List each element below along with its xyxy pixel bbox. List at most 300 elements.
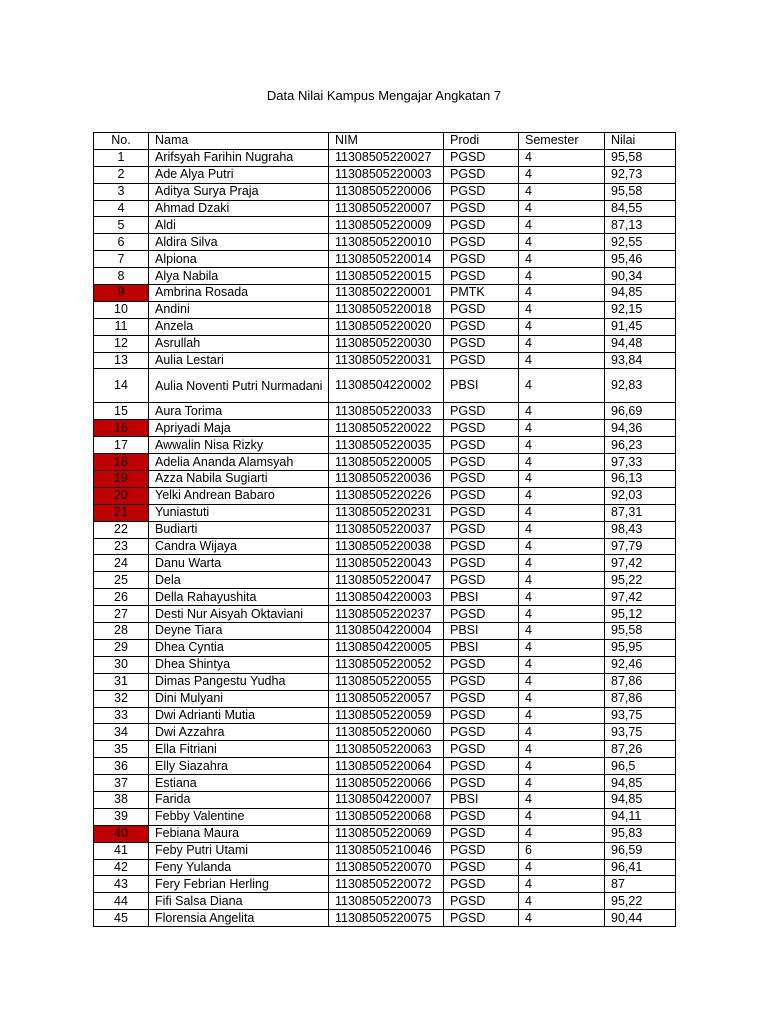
cell-nama: Aldira Silva <box>149 234 329 251</box>
cell-nim: 11308505220047 <box>329 572 444 589</box>
cell-prodi: PGSD <box>444 859 519 876</box>
cell-nilai: 95,58 <box>605 183 676 200</box>
cell-prodi: PGSD <box>444 606 519 623</box>
cell-no: 9 <box>94 285 149 302</box>
header-nim: NIM <box>329 133 444 150</box>
cell-prodi: PGSD <box>444 690 519 707</box>
cell-no: 14 <box>94 369 149 403</box>
table-row <box>94 589 676 606</box>
cell-nama: Danu Warta <box>149 555 329 572</box>
cell-semester: 4 <box>519 454 605 471</box>
cell-no: 32 <box>94 690 149 707</box>
cell-semester: 6 <box>519 842 605 859</box>
cell-semester: 4 <box>519 437 605 454</box>
cell-nama: Dela <box>149 572 329 589</box>
cell-nim: 11308505220033 <box>329 403 444 420</box>
cell-no: 43 <box>94 876 149 893</box>
cell-prodi: PGSD <box>444 572 519 589</box>
cell-prodi: PGSD <box>444 454 519 471</box>
cell-no: 45 <box>94 910 149 927</box>
cell-prodi: PGSD <box>444 420 519 437</box>
cell-prodi: PGSD <box>444 403 519 420</box>
cell-prodi: PGSD <box>444 149 519 166</box>
table-row <box>94 487 676 504</box>
cell-nilai: 94,85 <box>605 285 676 302</box>
cell-prodi: PGSD <box>444 318 519 335</box>
cell-prodi: PMTK <box>444 285 519 302</box>
cell-nim: 11308505220038 <box>329 538 444 555</box>
cell-semester: 4 <box>519 369 605 403</box>
cell-prodi: PGSD <box>444 893 519 910</box>
cell-prodi: PBSI <box>444 369 519 403</box>
cell-semester: 4 <box>519 504 605 521</box>
cell-nilai: 95,58 <box>605 623 676 640</box>
cell-semester: 4 <box>519 268 605 285</box>
cell-no: 34 <box>94 724 149 741</box>
cell-nilai: 97,42 <box>605 589 676 606</box>
cell-nama: Farida <box>149 791 329 808</box>
cell-nilai: 92,46 <box>605 656 676 673</box>
cell-nilai: 92,73 <box>605 166 676 183</box>
cell-nama: Aura Torima <box>149 403 329 420</box>
cell-no: 6 <box>94 234 149 251</box>
table-row <box>94 876 676 893</box>
cell-nilai: 93,75 <box>605 707 676 724</box>
cell-semester: 4 <box>519 335 605 352</box>
cell-nim: 11308505220064 <box>329 758 444 775</box>
table-row <box>94 842 676 859</box>
cell-prodi: PGSD <box>444 234 519 251</box>
table-row <box>94 910 676 927</box>
cell-semester: 4 <box>519 656 605 673</box>
cell-semester: 4 <box>519 572 605 589</box>
cell-no: 40 <box>94 825 149 842</box>
cell-no: 20 <box>94 487 149 504</box>
cell-no: 24 <box>94 555 149 572</box>
cell-nama: Dhea Shintya <box>149 656 329 673</box>
cell-nama: Feby Putri Utami <box>149 842 329 859</box>
cell-nama: Anzela <box>149 318 329 335</box>
cell-semester: 4 <box>519 825 605 842</box>
page-title: Data Nilai Kampus Mengajar Angkatan 7 <box>266 88 502 103</box>
cell-prodi: PGSD <box>444 301 519 318</box>
cell-nama: Yuniastuti <box>149 504 329 521</box>
cell-semester: 4 <box>519 791 605 808</box>
cell-no: 17 <box>94 437 149 454</box>
cell-nilai: 91,45 <box>605 318 676 335</box>
cell-nama: Andini <box>149 301 329 318</box>
cell-nim: 11308505220010 <box>329 234 444 251</box>
cell-nama: Fifi Salsa Diana <box>149 893 329 910</box>
cell-semester: 4 <box>519 623 605 640</box>
cell-nama: Ambrina Rosada <box>149 285 329 302</box>
cell-semester: 4 <box>519 673 605 690</box>
cell-prodi: PGSD <box>444 200 519 217</box>
cell-nilai: 90,34 <box>605 268 676 285</box>
table-row <box>94 369 676 403</box>
cell-prodi: PGSD <box>444 166 519 183</box>
cell-prodi: PGSD <box>444 707 519 724</box>
cell-semester: 4 <box>519 149 605 166</box>
cell-nim: 11308505220055 <box>329 673 444 690</box>
cell-semester: 4 <box>519 724 605 741</box>
cell-nim: 11308505210046 <box>329 842 444 859</box>
grades-table <box>93 132 676 927</box>
table-row <box>94 606 676 623</box>
header-prodi: Prodi <box>444 133 519 150</box>
cell-no: 18 <box>94 454 149 471</box>
cell-nim: 11308505220037 <box>329 521 444 538</box>
table-row <box>94 555 676 572</box>
cell-no: 15 <box>94 403 149 420</box>
cell-nim: 11308504220005 <box>329 639 444 656</box>
table-row <box>94 741 676 758</box>
table-row <box>94 690 676 707</box>
cell-no: 31 <box>94 673 149 690</box>
cell-nama: Apriyadi Maja <box>149 420 329 437</box>
table-row <box>94 656 676 673</box>
cell-nim: 11308504220002 <box>329 369 444 403</box>
header-no: No. <box>94 133 149 150</box>
cell-prodi: PGSD <box>444 521 519 538</box>
cell-nim: 11308505220009 <box>329 217 444 234</box>
cell-nilai: 92,55 <box>605 234 676 251</box>
cell-no: 25 <box>94 572 149 589</box>
cell-nim: 11308505220226 <box>329 487 444 504</box>
cell-no: 27 <box>94 606 149 623</box>
cell-nim: 11308505220072 <box>329 876 444 893</box>
cell-nama: Aldi <box>149 217 329 234</box>
cell-prodi: PGSD <box>444 808 519 825</box>
cell-no: 23 <box>94 538 149 555</box>
table-row <box>94 538 676 555</box>
table-row <box>94 758 676 775</box>
cell-no: 37 <box>94 775 149 792</box>
cell-nim: 11308505220005 <box>329 454 444 471</box>
cell-nim: 11308505220015 <box>329 268 444 285</box>
cell-nama: Dhea Cyntia <box>149 639 329 656</box>
cell-nim: 11308505220036 <box>329 471 444 488</box>
table-row <box>94 318 676 335</box>
cell-nilai: 92,15 <box>605 301 676 318</box>
cell-semester: 4 <box>519 352 605 369</box>
table-header-row <box>94 133 676 150</box>
cell-nilai: 96,69 <box>605 403 676 420</box>
cell-nilai: 95,83 <box>605 825 676 842</box>
table-row <box>94 251 676 268</box>
cell-nama: Alpiona <box>149 251 329 268</box>
cell-nilai: 87,86 <box>605 690 676 707</box>
cell-semester: 4 <box>519 893 605 910</box>
cell-semester: 4 <box>519 217 605 234</box>
cell-semester: 4 <box>519 859 605 876</box>
cell-prodi: PGSD <box>444 437 519 454</box>
cell-nilai: 92,83 <box>605 369 676 403</box>
cell-nilai: 94,85 <box>605 775 676 792</box>
cell-nilai: 96,5 <box>605 758 676 775</box>
cell-prodi: PGSD <box>444 656 519 673</box>
cell-prodi: PGSD <box>444 183 519 200</box>
cell-nim: 11308504220007 <box>329 791 444 808</box>
cell-prodi: PGSD <box>444 268 519 285</box>
cell-nama: Ella Fitriani <box>149 741 329 758</box>
cell-prodi: PGSD <box>444 673 519 690</box>
cell-semester: 4 <box>519 420 605 437</box>
cell-semester: 4 <box>519 639 605 656</box>
cell-nama: Aulia Lestari <box>149 352 329 369</box>
cell-prodi: PGSD <box>444 504 519 521</box>
table-row <box>94 521 676 538</box>
cell-nilai: 98,43 <box>605 521 676 538</box>
cell-semester: 4 <box>519 876 605 893</box>
cell-nama: Alya Nabila <box>149 268 329 285</box>
cell-nim: 11308505220020 <box>329 318 444 335</box>
cell-no: 36 <box>94 758 149 775</box>
cell-semester: 4 <box>519 200 605 217</box>
cell-semester: 4 <box>519 707 605 724</box>
table-row <box>94 234 676 251</box>
table-row <box>94 893 676 910</box>
cell-nama: Febiana Maura <box>149 825 329 842</box>
cell-nim: 11308505220060 <box>329 724 444 741</box>
cell-nim: 11308505220043 <box>329 555 444 572</box>
cell-nilai: 93,75 <box>605 724 676 741</box>
table-row <box>94 403 676 420</box>
cell-semester: 4 <box>519 555 605 572</box>
cell-nim: 11308505220066 <box>329 775 444 792</box>
cell-semester: 4 <box>519 285 605 302</box>
cell-prodi: PGSD <box>444 724 519 741</box>
cell-prodi: PGSD <box>444 555 519 572</box>
cell-nama: Budiarti <box>149 521 329 538</box>
cell-no: 41 <box>94 842 149 859</box>
cell-nilai: 96,59 <box>605 842 676 859</box>
cell-nama: Dwi Adrianti Mutia <box>149 707 329 724</box>
header-semester: Semester <box>519 133 605 150</box>
cell-semester: 4 <box>519 589 605 606</box>
cell-no: 33 <box>94 707 149 724</box>
cell-prodi: PBSI <box>444 623 519 640</box>
cell-no: 44 <box>94 893 149 910</box>
cell-semester: 4 <box>519 471 605 488</box>
cell-nim: 11308505220022 <box>329 420 444 437</box>
cell-nama: Ahmad Dzaki <box>149 200 329 217</box>
cell-nim: 11308505220052 <box>329 656 444 673</box>
cell-nim: 11308504220003 <box>329 589 444 606</box>
cell-nama: Yelki Andrean Babaro <box>149 487 329 504</box>
table-row <box>94 352 676 369</box>
cell-nim: 11308504220004 <box>329 623 444 640</box>
cell-no: 7 <box>94 251 149 268</box>
cell-nim: 11308505220030 <box>329 335 444 352</box>
cell-no: 1 <box>94 149 149 166</box>
cell-nim: 11308505220069 <box>329 825 444 842</box>
cell-nama: Febby Valentine <box>149 808 329 825</box>
table-row <box>94 639 676 656</box>
table-row <box>94 183 676 200</box>
cell-no: 12 <box>94 335 149 352</box>
cell-prodi: PGSD <box>444 217 519 234</box>
cell-nim: 11308505220031 <box>329 352 444 369</box>
table-row <box>94 775 676 792</box>
cell-prodi: PGSD <box>444 842 519 859</box>
cell-nama: Aditya Surya Praja <box>149 183 329 200</box>
table-row <box>94 825 676 842</box>
cell-nim: 11308505220075 <box>329 910 444 927</box>
cell-nim: 11308505220068 <box>329 808 444 825</box>
cell-nilai: 95,46 <box>605 251 676 268</box>
cell-prodi: PBSI <box>444 791 519 808</box>
cell-no: 3 <box>94 183 149 200</box>
cell-nim: 11308505220073 <box>329 893 444 910</box>
cell-no: 35 <box>94 741 149 758</box>
cell-no: 22 <box>94 521 149 538</box>
cell-nama: Adelia Ananda Alamsyah <box>149 454 329 471</box>
cell-semester: 4 <box>519 301 605 318</box>
cell-nilai: 97,79 <box>605 538 676 555</box>
table-row <box>94 268 676 285</box>
cell-nilai: 95,95 <box>605 639 676 656</box>
table-row <box>94 724 676 741</box>
cell-nilai: 84,55 <box>605 200 676 217</box>
cell-semester: 4 <box>519 741 605 758</box>
cell-nilai: 95,12 <box>605 606 676 623</box>
cell-semester: 4 <box>519 606 605 623</box>
cell-nilai: 87,26 <box>605 741 676 758</box>
cell-nama: Dimas Pangestu Yudha <box>149 673 329 690</box>
table-row <box>94 707 676 724</box>
cell-no: 8 <box>94 268 149 285</box>
cell-semester: 4 <box>519 690 605 707</box>
table-row <box>94 301 676 318</box>
cell-semester: 4 <box>519 403 605 420</box>
table-row <box>94 572 676 589</box>
cell-prodi: PGSD <box>444 538 519 555</box>
cell-prodi: PBSI <box>444 639 519 656</box>
cell-nilai: 95,58 <box>605 149 676 166</box>
cell-nilai: 96,23 <box>605 437 676 454</box>
cell-no: 21 <box>94 504 149 521</box>
table-row <box>94 623 676 640</box>
cell-nilai: 94,85 <box>605 791 676 808</box>
cell-no: 10 <box>94 301 149 318</box>
cell-semester: 4 <box>519 318 605 335</box>
table-row <box>94 808 676 825</box>
cell-nim: 11308505220063 <box>329 741 444 758</box>
cell-nama: Dini Mulyani <box>149 690 329 707</box>
cell-nilai: 92,03 <box>605 487 676 504</box>
cell-nilai: 96,13 <box>605 471 676 488</box>
table-row <box>94 673 676 690</box>
cell-nim: 11308505220018 <box>329 301 444 318</box>
cell-nim: 11308505220035 <box>329 437 444 454</box>
table-row <box>94 200 676 217</box>
cell-nama: Feny Yulanda <box>149 859 329 876</box>
cell-semester: 4 <box>519 166 605 183</box>
cell-nama: Elly Siazahra <box>149 758 329 775</box>
cell-nilai: 94,48 <box>605 335 676 352</box>
cell-prodi: PGSD <box>444 487 519 504</box>
cell-semester: 4 <box>519 183 605 200</box>
cell-nim: 11308505220027 <box>329 149 444 166</box>
cell-no: 2 <box>94 166 149 183</box>
cell-nilai: 97,42 <box>605 555 676 572</box>
cell-nim: 11308505220057 <box>329 690 444 707</box>
cell-no: 11 <box>94 318 149 335</box>
table-row <box>94 335 676 352</box>
cell-prodi: PGSD <box>444 471 519 488</box>
cell-prodi: PGSD <box>444 352 519 369</box>
cell-no: 28 <box>94 623 149 640</box>
cell-nama: Aulia Noventi Putri Nurmadani <box>149 369 329 403</box>
cell-nama: Deyne Tiara <box>149 623 329 640</box>
table-row <box>94 437 676 454</box>
cell-nama: Candra Wijaya <box>149 538 329 555</box>
cell-nilai: 95,22 <box>605 893 676 910</box>
cell-nilai: 94,11 <box>605 808 676 825</box>
cell-prodi: PGSD <box>444 741 519 758</box>
cell-nilai: 94,36 <box>605 420 676 437</box>
cell-nama: Arifsyah Farihin Nugraha <box>149 149 329 166</box>
table-row <box>94 217 676 234</box>
cell-nim: 11308505220231 <box>329 504 444 521</box>
cell-semester: 4 <box>519 775 605 792</box>
cell-nama: Ade Alya Putri <box>149 166 329 183</box>
table-row <box>94 791 676 808</box>
cell-nim: 11308505220007 <box>329 200 444 217</box>
table-row <box>94 420 676 437</box>
cell-nilai: 93,84 <box>605 352 676 369</box>
cell-no: 30 <box>94 656 149 673</box>
cell-prodi: PGSD <box>444 876 519 893</box>
cell-no: 19 <box>94 471 149 488</box>
cell-prodi: PGSD <box>444 775 519 792</box>
table-row <box>94 859 676 876</box>
cell-semester: 4 <box>519 538 605 555</box>
cell-nim: 11308505220003 <box>329 166 444 183</box>
table-row <box>94 149 676 166</box>
table-row <box>94 471 676 488</box>
cell-no: 5 <box>94 217 149 234</box>
cell-prodi: PGSD <box>444 335 519 352</box>
cell-prodi: PGSD <box>444 910 519 927</box>
header-nilai: Nilai <box>605 133 676 150</box>
cell-nama: Azza Nabila Sugiarti <box>149 471 329 488</box>
cell-nilai: 87,86 <box>605 673 676 690</box>
cell-nama: Della Rahayushita <box>149 589 329 606</box>
cell-nim: 11308505220070 <box>329 859 444 876</box>
cell-no: 16 <box>94 420 149 437</box>
cell-semester: 4 <box>519 521 605 538</box>
header-nama: Nama <box>149 133 329 150</box>
cell-prodi: PGSD <box>444 758 519 775</box>
cell-prodi: PGSD <box>444 825 519 842</box>
cell-no: 42 <box>94 859 149 876</box>
cell-semester: 4 <box>519 251 605 268</box>
table-row <box>94 166 676 183</box>
cell-no: 26 <box>94 589 149 606</box>
cell-nama: Awwalin Nisa Rizky <box>149 437 329 454</box>
cell-nilai: 87,31 <box>605 504 676 521</box>
cell-nim: 11308505220006 <box>329 183 444 200</box>
cell-semester: 4 <box>519 758 605 775</box>
cell-nim: 11308502220001 <box>329 285 444 302</box>
cell-no: 29 <box>94 639 149 656</box>
cell-nama: Asrullah <box>149 335 329 352</box>
cell-semester: 4 <box>519 808 605 825</box>
table-row <box>94 285 676 302</box>
cell-nama: Florensia Angelita <box>149 910 329 927</box>
